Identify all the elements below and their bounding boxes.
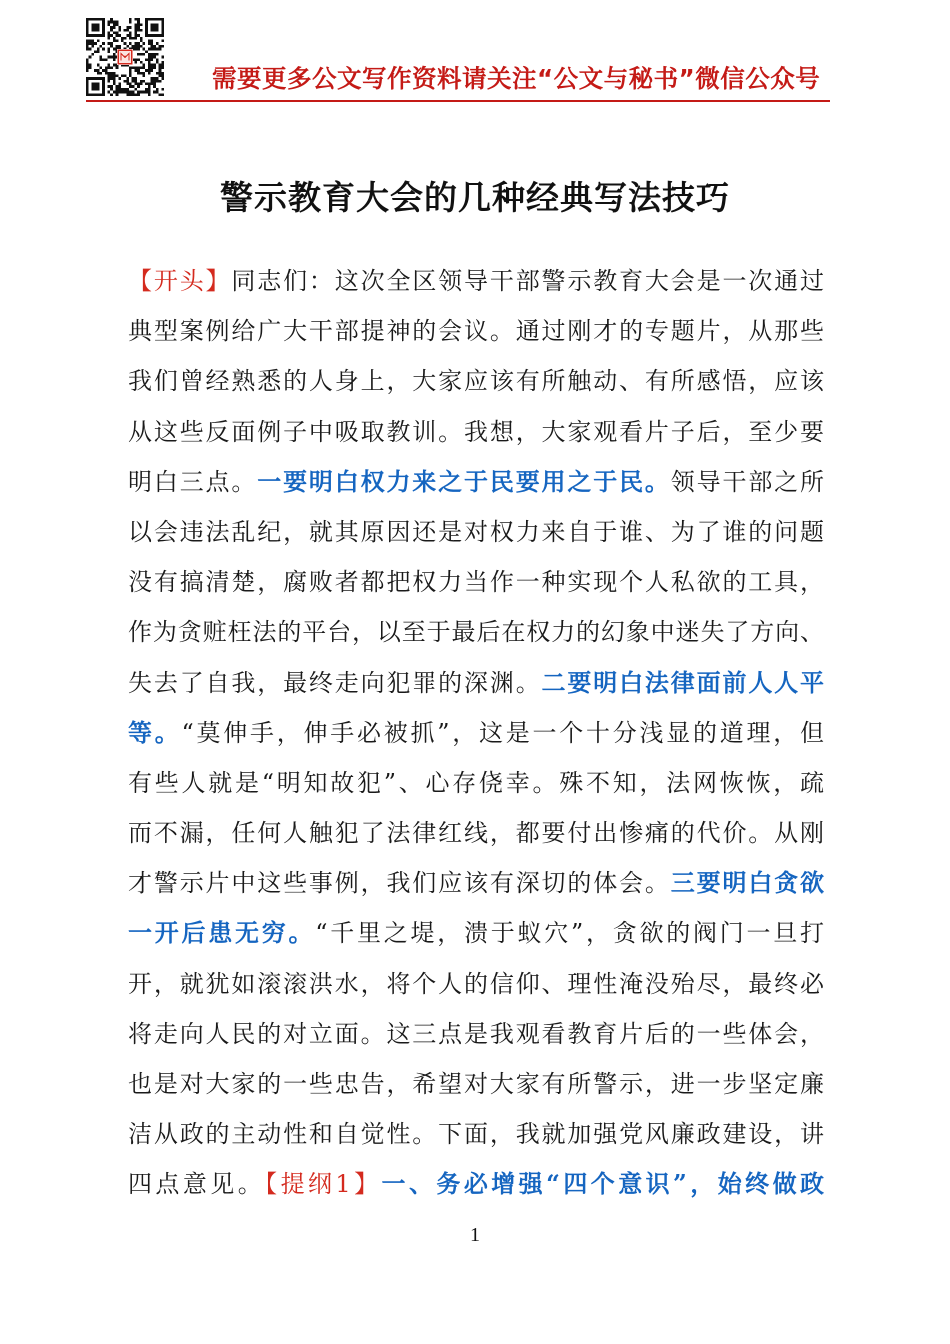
body-line bbox=[128, 959, 824, 1009]
body-text: 开，就犹如滚滚洪水，将个人的信仰、理性淹没殆尽，最终必 bbox=[128, 969, 824, 998]
body-text: “莫伸手，伸手必被抓”，这是一个十分浅显的道理，但 bbox=[181, 718, 824, 747]
body-text: 作为贪赃枉法的平台，以至于最后在权力的幻象中迷失了方向、 bbox=[128, 618, 824, 647]
body-line bbox=[128, 507, 824, 557]
qr-code bbox=[86, 18, 164, 96]
body-line bbox=[128, 908, 824, 958]
body-text: 四点意见。 bbox=[128, 1170, 266, 1199]
body-text: 失去了自我，最终走向犯罪的深渊。 bbox=[128, 668, 542, 697]
body-line bbox=[128, 557, 824, 607]
body-text: 以会违法乱纪，就其原因还是对权力来自于谁、为了谁的问题 bbox=[128, 517, 824, 546]
body-text: 洁从政的主动性和自觉性。下面，我就加强党风廉政建设，讲 bbox=[128, 1120, 824, 1149]
body-text: “千里之堤，溃于蚁穴”，贪欲的阀门一旦打 bbox=[315, 919, 825, 948]
body-text: 将走向人民的对立面。这三点是我观看教育片后的一些体会， bbox=[128, 1019, 824, 1048]
key-point-text: 一、务必增强“四个意识”，始终做政 bbox=[381, 1169, 824, 1199]
body-text: 我们曾经熟悉的人身上，大家应该有所触动、有所感悟，应该 bbox=[128, 367, 824, 396]
body-text: 明白三点。 bbox=[128, 467, 258, 496]
body-line bbox=[128, 858, 824, 908]
document-body bbox=[128, 256, 824, 1210]
key-point-text: 等。 bbox=[128, 717, 182, 747]
body-line bbox=[128, 658, 824, 708]
body-text: 才警示片中这些事例，我们应该有深切的体会。 bbox=[128, 869, 671, 898]
body-text: 有些人就是“明知故犯”、心存侥幸。殊不知，法网恢恢，疏 bbox=[128, 768, 824, 797]
body-line bbox=[128, 407, 824, 457]
body-text: 从这些反面例子中吸取教训。我想，大家观看片子后，至少要 bbox=[128, 417, 824, 446]
section-marker: 【开头】 bbox=[128, 267, 232, 295]
body-line bbox=[128, 256, 824, 306]
body-text: 领导干部之所 bbox=[670, 467, 825, 496]
body-text: 没有搞清楚，腐败者都把权力当作一种实现个人私欲的工具， bbox=[128, 568, 824, 597]
body-line bbox=[128, 758, 824, 808]
key-point-text: 二要明白法律面前人人平 bbox=[541, 667, 825, 697]
body-line bbox=[128, 808, 824, 858]
body-line bbox=[128, 1159, 824, 1209]
body-text: 同志们：这次全区领导干部警示教育大会是一次通过 bbox=[231, 267, 825, 295]
body-text: 典型案例给广大干部提神的会议。通过刚才的专题片，从那些 bbox=[128, 317, 824, 346]
document-title: 警示教育大会的几种经典写法技巧 bbox=[220, 178, 730, 217]
body-line bbox=[128, 1009, 824, 1059]
body-text: 也是对大家的一些忠告，希望对大家有所警示，进一步坚定廉 bbox=[128, 1070, 824, 1098]
key-point-text: 一开后患无穷。 bbox=[128, 918, 316, 948]
body-text: 而不漏，任何人触犯了法律红线，都要付出惨痛的代价。从刚 bbox=[128, 819, 824, 848]
body-line bbox=[128, 1109, 824, 1159]
body-line bbox=[128, 607, 824, 657]
body-line bbox=[128, 708, 824, 758]
body-line bbox=[128, 356, 824, 406]
key-point-text: 一要明白权力来之于民要用之于民。 bbox=[257, 466, 671, 496]
section-marker: 【提纲1】 bbox=[265, 1170, 382, 1199]
header-divider bbox=[86, 100, 830, 102]
key-point-text: 三要明白贪欲 bbox=[670, 868, 825, 898]
page-number: 1 bbox=[470, 1224, 480, 1246]
body-line bbox=[128, 1059, 824, 1109]
body-line bbox=[128, 457, 824, 507]
body-line bbox=[128, 306, 824, 356]
header-banner: 需要更多公文写作资料请关注“公文与秘书”微信公众号 bbox=[212, 64, 821, 93]
